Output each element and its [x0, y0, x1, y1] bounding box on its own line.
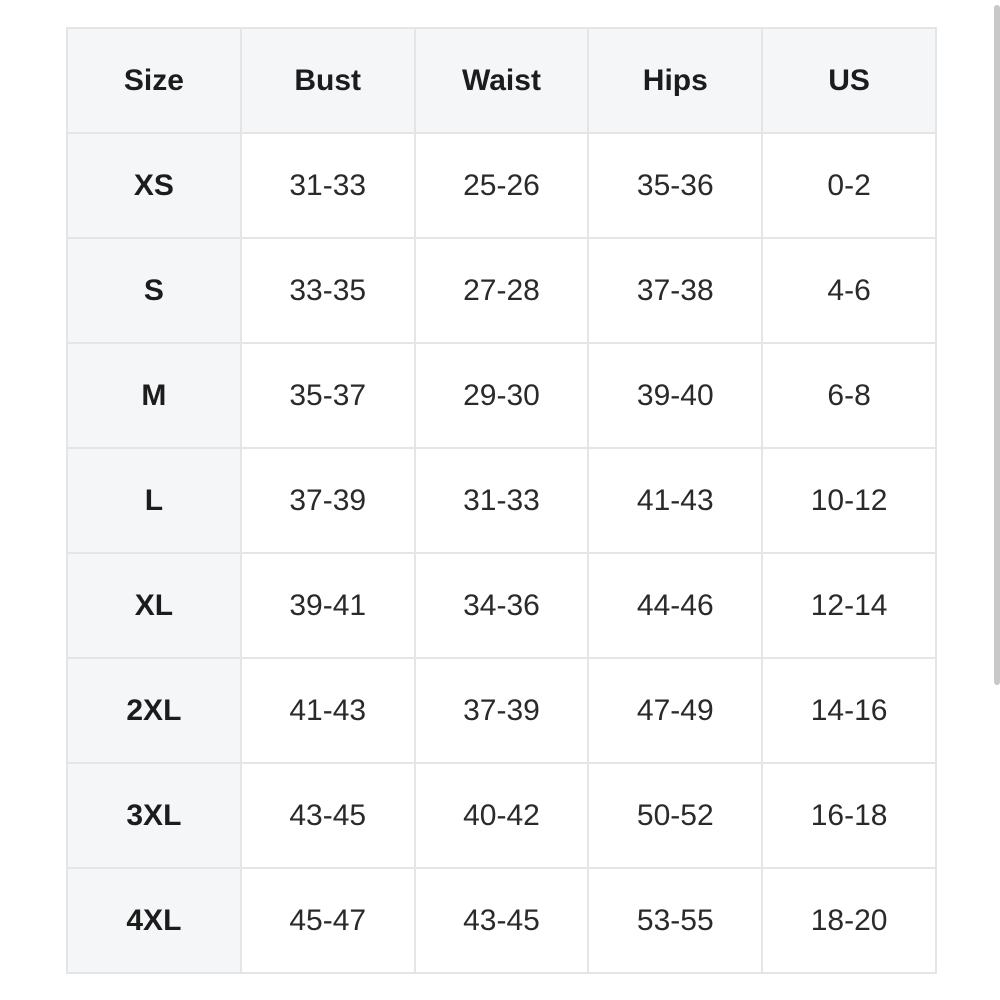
size-cell: 4XL [67, 868, 241, 973]
header-row [67, 28, 936, 133]
us-cell: 14-16 [762, 658, 936, 763]
size-cell: L [67, 448, 241, 553]
hips-cell: 41-43 [588, 448, 762, 553]
header-size: Size [67, 28, 241, 133]
us-cell: 16-18 [762, 763, 936, 868]
bust-cell: 31-33 [241, 133, 415, 238]
bust-cell: 41-43 [241, 658, 415, 763]
us-cell: 6-8 [762, 343, 936, 448]
table-body [67, 133, 936, 973]
bust-cell: 35-37 [241, 343, 415, 448]
waist-cell: 37-39 [415, 658, 589, 763]
us-cell: 12-14 [762, 553, 936, 658]
size-chart-table [66, 27, 937, 974]
size-cell: M [67, 343, 241, 448]
us-cell: 10-12 [762, 448, 936, 553]
header-waist: Waist [415, 28, 589, 133]
header-bust: Bust [241, 28, 415, 133]
waist-cell: 27-28 [415, 238, 589, 343]
hips-cell: 53-55 [588, 868, 762, 973]
hips-cell: 50-52 [588, 763, 762, 868]
hips-cell: 39-40 [588, 343, 762, 448]
table-row [67, 658, 936, 763]
size-cell: XL [67, 553, 241, 658]
table-row [67, 763, 936, 868]
table-row [67, 343, 936, 448]
table-row [67, 133, 936, 238]
bust-cell: 45-47 [241, 868, 415, 973]
waist-cell: 25-26 [415, 133, 589, 238]
hips-cell: 47-49 [588, 658, 762, 763]
us-cell: 0-2 [762, 133, 936, 238]
us-cell: 4-6 [762, 238, 936, 343]
table-row [67, 448, 936, 553]
size-cell: XS [67, 133, 241, 238]
hips-cell: 44-46 [588, 553, 762, 658]
bust-cell: 39-41 [241, 553, 415, 658]
scrollbar[interactable] [994, 5, 1000, 685]
table-row [67, 868, 936, 973]
waist-cell: 34-36 [415, 553, 589, 658]
bust-cell: 37-39 [241, 448, 415, 553]
waist-cell: 29-30 [415, 343, 589, 448]
size-cell: 3XL [67, 763, 241, 868]
waist-cell: 40-42 [415, 763, 589, 868]
waist-cell: 43-45 [415, 868, 589, 973]
size-cell: S [67, 238, 241, 343]
bust-cell: 33-35 [241, 238, 415, 343]
us-cell: 18-20 [762, 868, 936, 973]
table-row [67, 238, 936, 343]
header-us: US [762, 28, 936, 133]
hips-cell: 37-38 [588, 238, 762, 343]
header-hips: Hips [588, 28, 762, 133]
table-row [67, 553, 936, 658]
waist-cell: 31-33 [415, 448, 589, 553]
table-header [67, 28, 936, 133]
bust-cell: 43-45 [241, 763, 415, 868]
hips-cell: 35-36 [588, 133, 762, 238]
size-cell: 2XL [67, 658, 241, 763]
